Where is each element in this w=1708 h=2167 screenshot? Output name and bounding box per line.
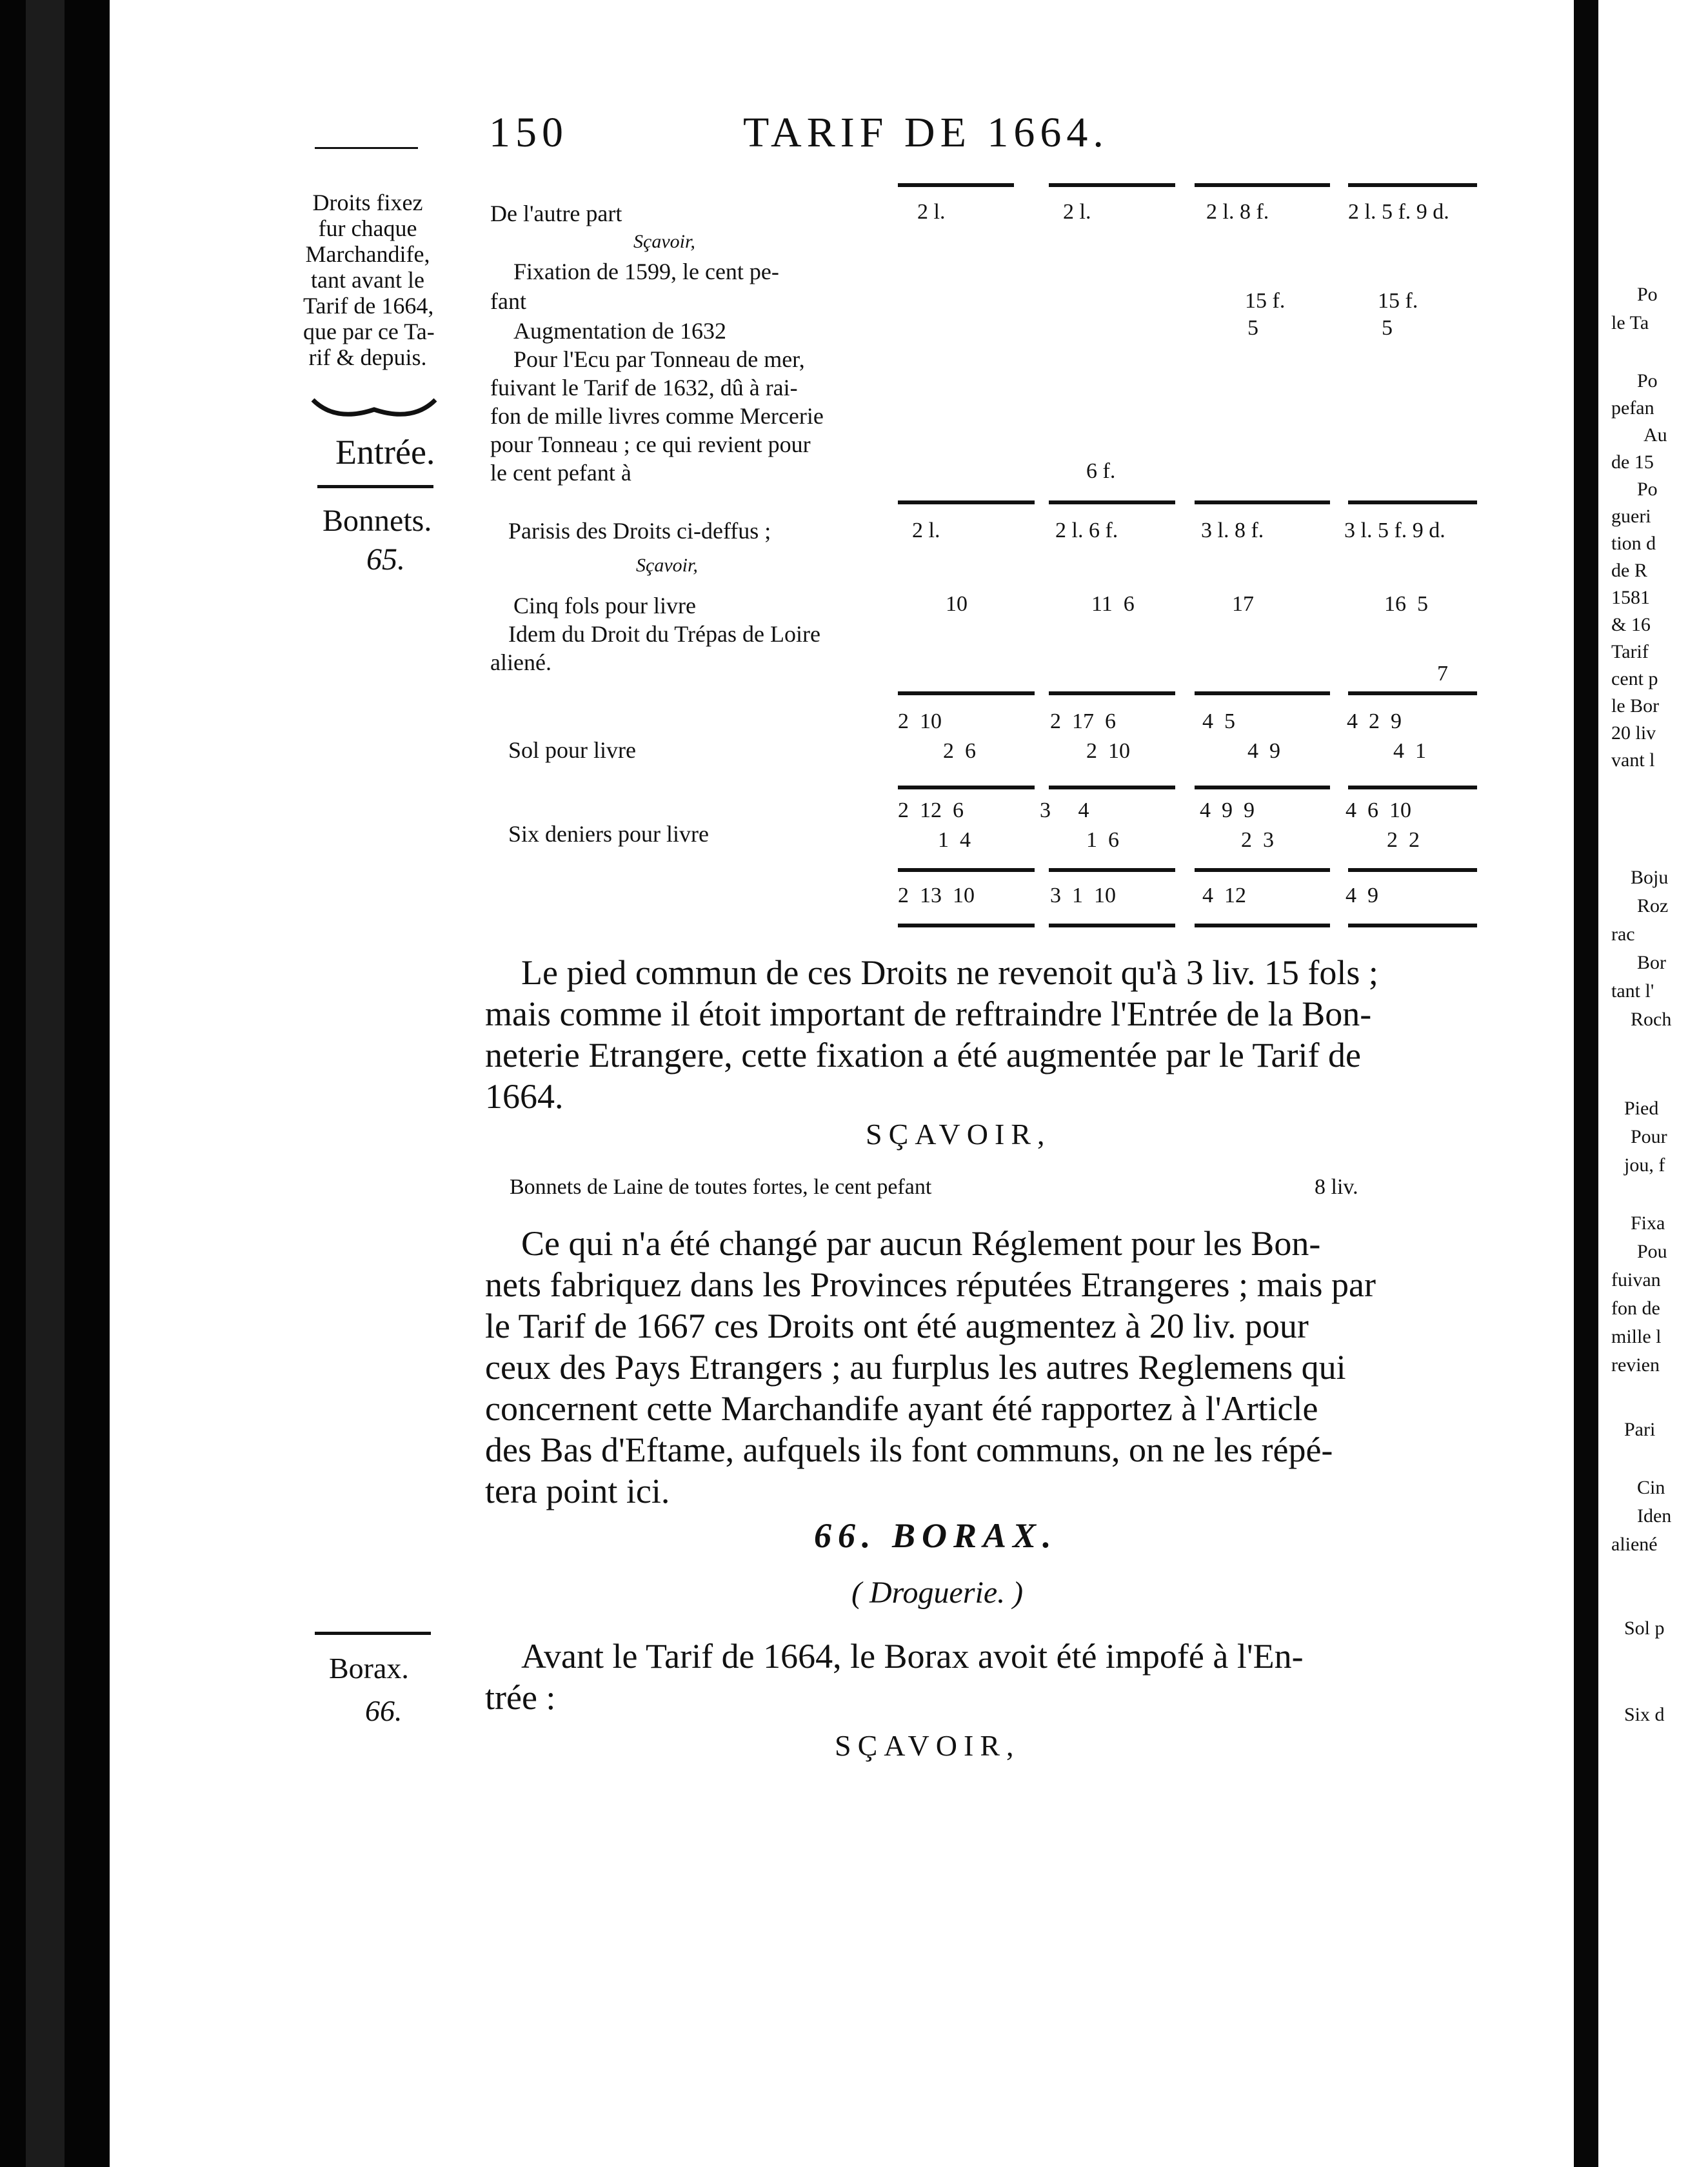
cell-six-bottom-c1: 1 4: [938, 828, 971, 852]
cell-header-c4: 2 l. 5 f. 9 d.: [1348, 200, 1449, 224]
cell-six-bottom-c4: 2 2: [1387, 828, 1420, 852]
cell-final-c3: 4 12: [1202, 884, 1246, 907]
cell-cinq-c1: 10: [946, 592, 968, 616]
row-fixation-1: Fixation de 1599, le cent pe-: [513, 259, 779, 284]
rp-line: le Bor: [1611, 695, 1660, 717]
cell-ecu-c2: 6 f.: [1086, 459, 1116, 483]
para1-line2: mais comme il étoit important de reftraindre l'Entrée de la Bon-: [485, 994, 1372, 1033]
rp-line: & 16: [1611, 614, 1651, 635]
rp-line: Boju: [1631, 867, 1669, 888]
cell-final-c1: 2 13 10: [898, 884, 975, 907]
rp-line: Six d: [1624, 1704, 1665, 1725]
para2-line3: le Tarif de 1667 ces Droits ont été augmentez à 20 liv. pour: [485, 1307, 1309, 1345]
cell-sol-bottom-c2: 2 10: [1086, 739, 1130, 763]
rp-line: de 15: [1611, 451, 1654, 473]
margin-rule: [317, 485, 433, 488]
cell-trepas-c4: 7: [1437, 662, 1448, 686]
rp-line: Po: [1637, 284, 1658, 305]
rp-line: jou, f: [1624, 1154, 1665, 1176]
rp-line: rac: [1611, 924, 1635, 945]
rp-line: fon de: [1611, 1298, 1660, 1319]
rp-line: Roch: [1631, 1009, 1672, 1030]
row-ecu-2: fuivant le Tarif de 1632, dû à rai-: [490, 375, 798, 401]
row-idem-2: aliené.: [490, 649, 551, 675]
rp-line: Pied: [1624, 1098, 1659, 1119]
para2-line7: tera point ici.: [485, 1472, 670, 1510]
margin-rule-top: [315, 147, 418, 149]
para1-line4: 1664.: [485, 1077, 564, 1116]
cell-sol-top-c2: 2 17 6: [1050, 709, 1116, 733]
rp-line: Po: [1637, 479, 1658, 500]
row-ecu-1: Pour l'Ecu par Tonneau de mer,: [513, 346, 805, 372]
cell-sol-top-c3: 4 5: [1202, 709, 1235, 733]
rp-line: Tarif: [1611, 641, 1649, 662]
para3-line1: Avant le Tarif de 1664, le Borax avoit été impofé à l'En-: [521, 1637, 1304, 1676]
binding-band: [26, 0, 65, 2167]
rp-line: Fixa: [1631, 1212, 1665, 1234]
para2-line4: ceux des Pays Etrangers ; au furplus les autres Reglemens qui: [485, 1348, 1346, 1387]
row-ecu-3: fon de mille livres comme Mercerie: [490, 403, 824, 429]
cell-header-c1: 2 l.: [917, 200, 946, 224]
rp-line: le Ta: [1611, 312, 1649, 333]
rp-line: Pou: [1637, 1241, 1667, 1262]
section-title: 66. BORAX.: [814, 1516, 1058, 1555]
scavoir-heading-2: SÇAVOIR,: [835, 1729, 1020, 1762]
borax-label: Borax.: [329, 1652, 409, 1685]
rp-line: Au: [1643, 424, 1667, 446]
cell-final-c2: 3 1 10: [1050, 884, 1116, 907]
bonnets-line-value: 8 liv.: [1315, 1175, 1358, 1199]
cell-sol-bottom-c1: 2 6: [943, 739, 976, 763]
rp-line: fuivan: [1611, 1269, 1661, 1291]
right-binding-gutter: [1574, 0, 1598, 2167]
para2-line2: nets fabriquez dans les Provinces réputées Etrangeres ; mais par: [485, 1265, 1376, 1304]
cell-six-bottom-c2: 1 6: [1086, 828, 1119, 852]
bonnets-line-label: Bonnets de Laine de toutes fortes, le cent pefant: [510, 1175, 932, 1199]
cell-augmentation-c4: 5: [1382, 316, 1393, 340]
left-binding-gutter: [0, 0, 110, 2167]
rp-line: Roz: [1637, 895, 1669, 916]
rp-line: mille l: [1611, 1326, 1662, 1347]
cell-augmentation-c3: 5: [1247, 316, 1258, 340]
cell-cinq-c2: 11 6: [1091, 592, 1135, 616]
cell-parisis-c1: 2 l.: [912, 519, 940, 542]
cell-cinq-c4: 16 5: [1384, 592, 1428, 616]
rp-line: cent p: [1611, 668, 1658, 689]
book-page: [110, 0, 1574, 2167]
row-idem-1: Idem du Droit du Trépas de Loire: [508, 621, 820, 647]
borax-number: 66.: [365, 1694, 402, 1727]
rp-line: Bor: [1637, 952, 1666, 973]
cell-parisis-c2: 2 l. 6 f.: [1055, 519, 1118, 542]
margin-note: Droits fixez fur chaque Marchandife, tant avant le Tarif de 1664, que par ce Ta- rif & depuis.: [303, 190, 435, 370]
cell-parisis-c3: 3 l. 8 f.: [1201, 519, 1264, 542]
rp-line: vant l: [1611, 749, 1655, 771]
rp-line: gueri: [1611, 506, 1651, 527]
para2-line5: concernent cette Marchandife ayant été rapportez à l'Article: [485, 1389, 1318, 1428]
cell-parisis-c4: 3 l. 5 f. 9 d.: [1344, 519, 1445, 542]
rp-line: 1581: [1611, 587, 1650, 608]
page-title: TARIF DE 1664.: [743, 109, 1109, 156]
cell-fixation-c3: 15 f.: [1245, 289, 1286, 313]
cell-sol-bottom-c3: 4 9: [1247, 739, 1280, 763]
rp-line: Cin: [1637, 1477, 1665, 1498]
rp-line: pefan: [1611, 397, 1654, 419]
scavoir-heading: SÇAVOIR,: [866, 1118, 1051, 1151]
margin-rule-borax: [315, 1632, 431, 1635]
row-ecu-4: pour Tonneau ; ce qui revient pour: [490, 431, 811, 457]
facing-page-fragment: [1598, 0, 1708, 2167]
cell-fixation-c4: 15 f.: [1378, 289, 1418, 313]
row-sol-pour-livre: Sol pour livre: [508, 737, 636, 763]
rp-line: Po: [1637, 370, 1658, 391]
row-de-lautre-part: De l'autre part: [490, 201, 622, 226]
section-subtitle: ( Droguerie. ): [851, 1576, 1024, 1610]
cell-header-c3: 2 l. 8 f.: [1206, 200, 1269, 224]
cell-sol-bottom-c4: 4 1: [1393, 739, 1426, 763]
row-fixation-2: fant: [490, 288, 526, 314]
bonnets-number: 65.: [366, 542, 405, 577]
rp-line: 20 liv: [1611, 722, 1656, 744]
row-six-deniers: Six deniers pour livre: [508, 821, 709, 847]
para1-line3: neterie Etrangere, cette fixation a été augmentée par le Tarif de: [485, 1036, 1361, 1074]
row-augmentation: Augmentation de 1632: [513, 318, 726, 344]
row-ecu-5: le cent pefant à: [490, 460, 631, 486]
row-parisis: Parisis des Droits ci-deffus ;: [508, 518, 771, 544]
row-cinq-sols: Cinq fols pour livre: [513, 593, 696, 618]
entree-label: Entrée.: [335, 433, 435, 471]
rp-line: revien: [1611, 1354, 1660, 1376]
rp-line: tion d: [1611, 533, 1656, 554]
cell-header-c2: 2 l.: [1063, 200, 1091, 224]
para2-line6: des Bas d'Eftame, aufquels ils font communs, on ne les répé-: [485, 1430, 1333, 1469]
cell-six-top-c3: 4 9 9: [1200, 798, 1255, 822]
brace-ornament: [310, 393, 439, 426]
scavoir-label-2: Sçavoir,: [636, 555, 698, 576]
cell-six-top-c1: 2 12 6: [898, 798, 964, 822]
rp-line: Sol p: [1624, 1618, 1665, 1639]
rp-line: tant l': [1611, 980, 1654, 1002]
scavoir-label: Sçavoir,: [633, 231, 695, 252]
rp-line: aliené: [1611, 1534, 1658, 1555]
cell-six-top-c2: 3 4: [1040, 798, 1089, 822]
cell-cinq-c3: 17: [1232, 592, 1254, 616]
cell-sol-top-c4: 4 2 9: [1347, 709, 1402, 733]
para3-line2: trée :: [485, 1678, 556, 1717]
cell-six-top-c4: 4 6 10: [1346, 798, 1411, 822]
cell-final-c4: 4 9: [1346, 884, 1378, 907]
rp-line: Iden: [1637, 1505, 1672, 1527]
para2-line1: Ce qui n'a été changé par aucun Réglement pour les Bon-: [521, 1224, 1321, 1263]
page-number: 150: [489, 109, 568, 156]
para1-line1: Le pied commun de ces Droits ne revenoit qu'à 3 liv. 15 fols ;: [521, 953, 1378, 992]
rp-line: de R: [1611, 560, 1647, 581]
cell-sol-top-c1: 2 10: [898, 709, 942, 733]
rp-line: Pari: [1624, 1419, 1656, 1440]
bonnets-label: Bonnets.: [323, 504, 432, 538]
rp-line: Pour: [1631, 1126, 1667, 1147]
cell-six-bottom-c3: 2 3: [1241, 828, 1274, 852]
